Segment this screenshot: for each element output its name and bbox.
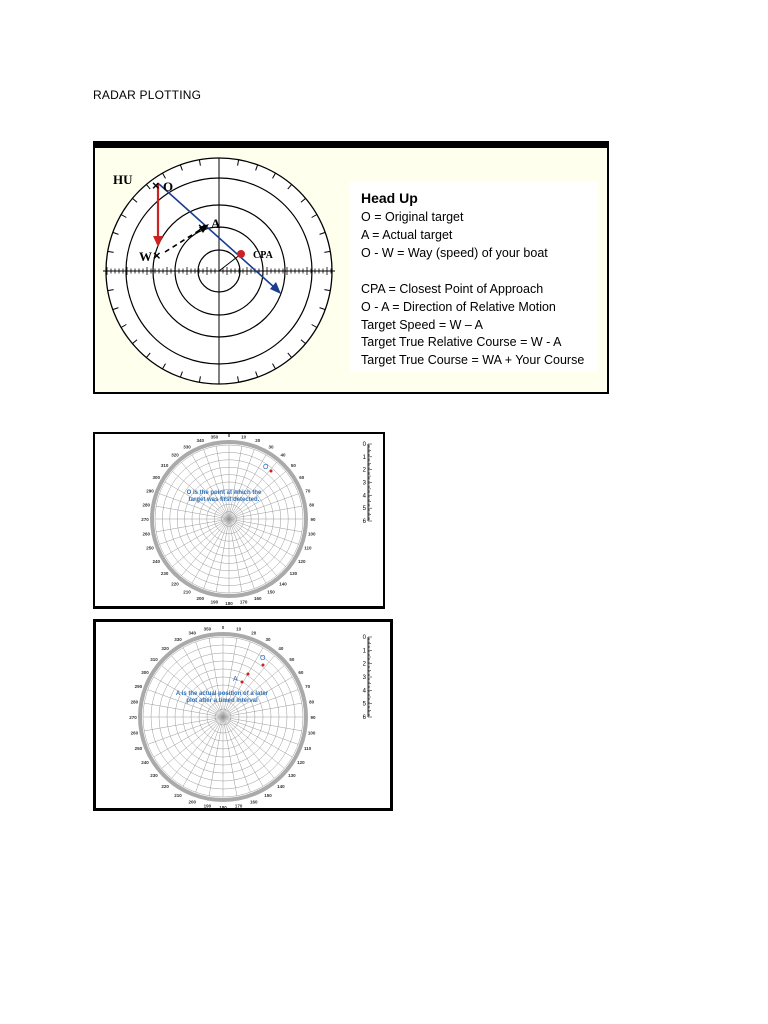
scale-label: 2 — [362, 467, 366, 474]
polar-plot-figure-o — [93, 432, 385, 609]
bearing-label: 30 — [268, 444, 274, 450]
legend-line: A = Actual target — [361, 227, 453, 242]
bearing-label: 30 — [265, 637, 271, 643]
bearing-label: 190 — [203, 803, 212, 808]
bearing-label: 260 — [130, 730, 139, 736]
bearing-label: 20 — [251, 630, 257, 636]
scale-label: 4 — [362, 493, 366, 500]
bearing-label: 240 — [141, 760, 149, 765]
bearing-label: 280 — [130, 699, 139, 705]
scale-label: 3 — [362, 675, 366, 681]
bearing-label: 220 — [171, 581, 179, 587]
point-label-o: O — [260, 655, 266, 662]
bearing-label: 260 — [142, 531, 151, 537]
bearing-label: 110 — [304, 545, 312, 551]
bearing-label: 300 — [152, 475, 161, 480]
bearing-label: 330 — [174, 637, 182, 643]
page-title: RADAR PLOTTING — [93, 88, 202, 102]
bearing-label: 270 — [141, 517, 149, 522]
polar-grid — [152, 442, 306, 596]
plot-point-o — [270, 470, 273, 473]
point-label-o: O — [263, 464, 269, 471]
x-mark-w: × — [153, 248, 161, 263]
bearing-label: 130 — [289, 570, 298, 576]
label-w: W — [139, 249, 152, 264]
scale-label: 1 — [362, 454, 366, 461]
bearing-label: 210 — [174, 792, 182, 798]
bearing-label: 240 — [152, 559, 161, 564]
scale-label: 0 — [362, 442, 366, 448]
bearing-label: 120 — [297, 559, 306, 564]
bearing-label: 40 — [278, 646, 284, 652]
polar-plotting-sheet — [95, 434, 383, 606]
bearing-label: 170 — [234, 803, 243, 808]
scale-label: 6 — [362, 519, 366, 525]
plot-point-a — [241, 681, 244, 684]
bearing-label: 320 — [171, 452, 179, 458]
legend-line: Target Speed = W – A — [361, 317, 483, 332]
bearing-label: 210 — [183, 589, 191, 595]
scale-label: 6 — [362, 715, 366, 721]
range-scale — [363, 635, 372, 721]
legend-line: O - A = Direction of Relative Motion — [361, 299, 556, 314]
polar-plotting-sheet — [96, 622, 390, 808]
plot-point-mid — [247, 673, 250, 676]
legend-line: CPA = Closest Point of Approach — [361, 281, 544, 296]
bearing-label: 90 — [310, 517, 316, 522]
legend-line: O - W = Way (speed) of your boat — [361, 245, 548, 260]
bearing-label: 100 — [307, 730, 316, 736]
bearing-label: 150 — [264, 792, 272, 798]
bearing-label: 60 — [298, 670, 304, 675]
bearing-label: 160 — [253, 595, 262, 601]
bearing-label: 250 — [146, 545, 154, 551]
bearing-label: 230 — [150, 772, 158, 778]
bearing-label: 110 — [303, 745, 312, 751]
scale-label: 1 — [362, 648, 366, 655]
legend-line: Target True Relative Course = W - A — [361, 335, 562, 350]
scale-label: 5 — [362, 506, 366, 513]
polar-plot-figure-a — [93, 619, 393, 811]
cpa-dot — [237, 250, 245, 258]
bearing-label: 60 — [299, 475, 305, 480]
bearing-label: 160 — [250, 799, 258, 805]
bearing-label: 290 — [146, 488, 154, 494]
bearing-label: 100 — [307, 531, 316, 537]
bearing-label: 50 — [290, 463, 296, 469]
label-hu: HU — [113, 172, 133, 187]
bearing-label: 300 — [141, 670, 149, 675]
label-cpa: CPA — [253, 250, 273, 261]
range-scale — [363, 442, 372, 525]
legend-title: Head Up — [361, 190, 418, 206]
bearing-label: 50 — [289, 657, 295, 663]
bearing-label: 130 — [288, 772, 296, 778]
bearing-label: 180 — [225, 601, 233, 606]
bearing-label: 310 — [150, 657, 158, 663]
bearing-label: 330 — [183, 444, 191, 450]
bearing-label: 150 — [267, 589, 275, 595]
legend-line: O = Original target — [361, 210, 464, 224]
polar-grid — [140, 634, 306, 800]
bearing-label: 0 — [227, 434, 231, 438]
point-label-a: A — [233, 676, 238, 683]
bearing-label: 180 — [219, 805, 227, 808]
bearing-label: 290 — [134, 684, 143, 690]
bearing-label: 340 — [188, 630, 196, 636]
plot-point-o — [262, 664, 265, 667]
bearing-label: 320 — [161, 646, 169, 652]
bearing-label: 40 — [280, 452, 286, 458]
scale-label: 2 — [362, 661, 366, 668]
bearing-label: 120 — [297, 760, 305, 765]
annotation-line-2: target was first detected. — [188, 497, 260, 503]
bearing-label: 280 — [142, 502, 151, 508]
x-mark-o: × — [152, 178, 160, 193]
bearing-label: 90 — [310, 715, 316, 720]
bearing-label: 350 — [210, 434, 219, 440]
bearing-label: 350 — [203, 626, 212, 632]
scale-label: 3 — [362, 480, 366, 487]
bearing-label: 200 — [188, 799, 196, 805]
scale-label: 0 — [362, 635, 366, 641]
bearing-label: 20 — [255, 438, 261, 444]
bearing-label: 200 — [196, 595, 205, 601]
annotation-line-1: A is the actual position of a later — [175, 691, 269, 697]
bearing-label: 220 — [161, 783, 169, 789]
bearing-label: 10 — [236, 626, 242, 632]
legend-box — [350, 181, 598, 372]
bearing-label: 340 — [196, 438, 205, 444]
label-a: A — [211, 216, 221, 231]
bearing-label: 230 — [160, 570, 169, 576]
bearing-label: 190 — [210, 599, 219, 605]
scale-label: 5 — [362, 701, 366, 708]
annotation-line-1: O is the point at which the — [186, 490, 262, 496]
legend-line: Target True Course = WA + Your Course — [361, 353, 585, 368]
annotation-line-2: plot after a timed interval — [186, 698, 258, 704]
label-o: O — [163, 179, 174, 194]
head-up-radar-figure — [93, 141, 609, 394]
bearing-label: 270 — [129, 715, 137, 720]
bearing-label: 140 — [277, 783, 285, 789]
bearing-label: 170 — [239, 599, 248, 605]
bearing-label: 80 — [309, 502, 315, 508]
bearing-label: 80 — [309, 699, 315, 705]
bearing-label: 70 — [305, 488, 311, 494]
bearing-label: 0 — [221, 625, 225, 630]
bearing-label: 10 — [241, 434, 247, 440]
x-mark-a: × — [198, 220, 206, 235]
bearing-label: 140 — [279, 581, 287, 587]
scale-label: 4 — [362, 688, 366, 695]
bearing-label: 310 — [160, 463, 169, 469]
bearing-label: 250 — [134, 745, 143, 751]
bearing-label: 70 — [305, 684, 311, 690]
